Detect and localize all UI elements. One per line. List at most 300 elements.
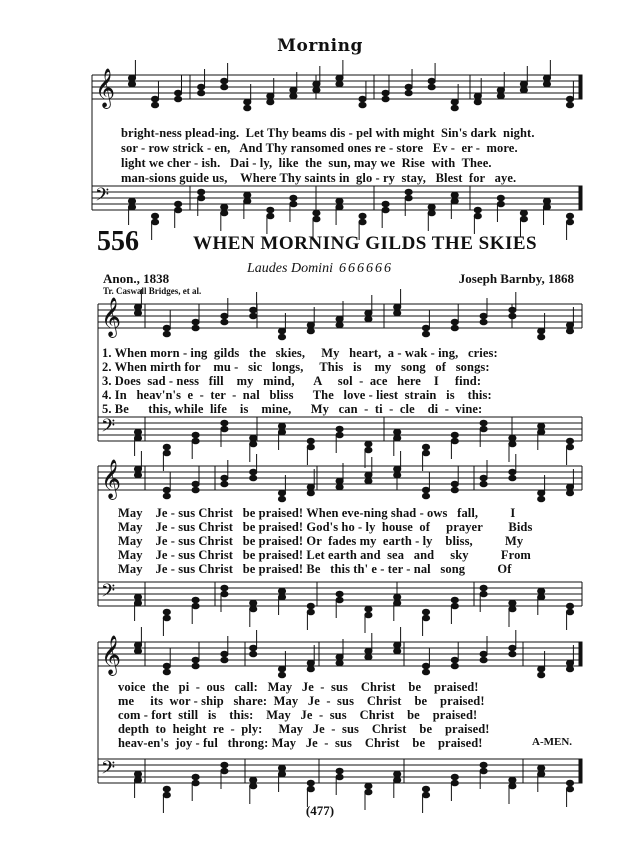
note-head [250,783,257,789]
note-head [221,768,228,774]
note-head [192,780,199,786]
note-head [307,660,314,666]
note-head [566,322,573,328]
note-head [566,102,573,108]
note-head [382,207,389,213]
hymn-title: WHEN MORNING GILDS THE SKIES [193,233,538,254]
note-head [250,435,257,441]
note-head [221,420,228,426]
note-head [221,84,228,90]
note-head [192,481,199,487]
lyric-line: voice the pi - ous call: May Je - sus Christ be praised! [118,680,479,694]
final-barline [579,75,582,99]
note-head [134,777,141,783]
note-head [250,600,257,606]
note-head [543,198,550,204]
note-head [538,672,545,678]
note-head [365,472,372,478]
note-head [290,201,297,207]
note-head [480,426,487,432]
note-head [134,310,141,316]
note-head [163,615,170,621]
note-head [192,438,199,444]
note-head [278,328,285,334]
note-head [480,313,487,319]
note-head [290,87,297,93]
note-head [250,469,257,475]
treble-clef-icon: 𝄞 [101,459,122,499]
note-head [221,475,228,481]
note-head [307,444,314,450]
note-head [405,189,412,195]
note-head [451,438,458,444]
lyric-line: 3. Does sad - ness fill my mind, A sol - ace here I find: [102,374,482,388]
treble-clef-icon: 𝄞 [101,635,122,675]
note-head [566,438,573,444]
note-head [336,484,343,490]
note-head [451,432,458,438]
note-head [175,207,182,213]
translator: Tr. Caswall Bridges, et al. [103,286,202,296]
note-head [278,429,285,435]
note-head [566,660,573,666]
note-head [221,319,228,325]
note-head [422,325,429,331]
note-head [359,219,366,225]
note-head [538,423,545,429]
lyric-line: 5. Be this, while life is mine, My can - ti - cle di - vine: [102,402,483,416]
note-head [480,651,487,657]
note-head [336,316,343,322]
note-head [422,487,429,493]
note-head [307,484,314,490]
note-head [566,96,573,102]
note-head [538,594,545,600]
lyric-line: 1. When morn - ing gilds the skies, My heart, a - wak - ing, cries: [102,346,498,360]
note-head [151,219,158,225]
note-head [451,597,458,603]
note-head [394,648,401,654]
note-head [175,201,182,207]
note-head [198,189,205,195]
note-head [497,201,504,207]
note-head [278,666,285,672]
note-head [267,213,274,219]
note-head [307,438,314,444]
note-head [359,102,366,108]
note-head [134,466,141,472]
note-head [221,651,228,657]
note-head [365,478,372,484]
note-head [221,426,228,432]
note-head [509,475,516,481]
note-head [538,765,545,771]
note-head [394,600,401,606]
amen: A-MEN. [532,736,573,748]
note-head [192,663,199,669]
note-head [451,603,458,609]
note-head [134,594,141,600]
note-head [336,660,343,666]
note-head [566,780,573,786]
note-head [192,432,199,438]
note-head [175,96,182,102]
note-head [221,591,228,597]
note-head [151,102,158,108]
note-head [307,666,314,672]
note-head [422,792,429,798]
note-head [394,429,401,435]
note-head [192,487,199,493]
note-head [128,75,135,81]
note-head [365,612,372,618]
note-head [163,786,170,792]
note-head [382,96,389,102]
note-head [566,490,573,496]
note-head [480,591,487,597]
note-head [480,481,487,487]
note-head [336,432,343,438]
note-head [566,328,573,334]
note-head [566,609,573,615]
note-head [128,198,135,204]
note-head [451,481,458,487]
note-head [163,450,170,456]
note-head [451,105,458,111]
note-head [221,78,228,84]
note-head [175,90,182,96]
note-head [509,783,516,789]
note-head [290,195,297,201]
note-head [134,648,141,654]
note-head [336,75,343,81]
lyric-line: sor - row strick - en, And Thy ransomed ones re - store Ev - er - more. [121,141,518,155]
note-head [198,90,205,96]
note-head [451,780,458,786]
note-head [428,78,435,84]
note-head [134,600,141,606]
lyric-line: man-sions guide us, Where Thy saints in glo - ry stay, Blest for aye. [121,171,517,185]
note-head [451,657,458,663]
tune-name: Laudes Domini [247,261,333,276]
note-head [250,441,257,447]
page-number: (477) [305,803,335,818]
note-head [192,603,199,609]
note-head [134,642,141,648]
note-head [278,490,285,496]
treble-clef-icon: 𝄞 [95,68,116,108]
note-head [394,472,401,478]
note-head [134,472,141,478]
note-head [543,204,550,210]
note-head [163,487,170,493]
note-head [520,210,527,216]
note-head [278,588,285,594]
lyric-line: com - fort still is this: May Je - sus Christ be praised! [118,708,478,722]
note-head [134,429,141,435]
note-head [451,99,458,105]
note-head [336,774,343,780]
note-head [128,204,135,210]
note-head [566,786,573,792]
composer: Joseph Barnby, 1868 [458,271,574,286]
lyric-line: May Je - sus Christ be praised! Let earth and sea and sky From [118,548,531,562]
bass-clef-icon: 𝄢 [95,185,110,210]
note-head [566,219,573,225]
note-head [336,81,343,87]
note-head [365,606,372,612]
bass-clef-icon: 𝄢 [101,581,116,606]
note-head [313,216,320,222]
note-head [509,435,516,441]
note-head [509,313,516,319]
note-head [278,672,285,678]
note-head [451,487,458,493]
note-head [192,325,199,331]
note-head [394,771,401,777]
note-head [163,444,170,450]
note-head [509,645,516,651]
note-head [422,669,429,675]
note-head [428,84,435,90]
lyric-line: May Je - sus Christ be praised! Be this th' e - ter - nal song Of [118,562,512,576]
note-head [509,777,516,783]
note-head [163,792,170,798]
note-head [382,90,389,96]
note-head [163,331,170,337]
note-head [267,99,274,105]
note-head [192,597,199,603]
note-head [336,322,343,328]
note-head [422,331,429,337]
note-head [365,316,372,322]
note-head [221,585,228,591]
note-head [192,774,199,780]
final-barline [579,186,582,210]
note-head [480,585,487,591]
note-head [566,666,573,672]
note-head [336,654,343,660]
note-head [520,81,527,87]
lyric-line: depth to height re - ply: May Je - sus Christ be praised! [118,722,490,736]
lyric-line: me its wor - ship share: May Je - sus Christ be praised! [118,694,485,708]
note-head [365,648,372,654]
note-head [336,198,343,204]
note-head [422,786,429,792]
final-barline [579,759,582,783]
note-head [198,84,205,90]
note-head [192,319,199,325]
note-head [336,204,343,210]
note-head [520,216,527,222]
note-head [250,777,257,783]
note-head [151,96,158,102]
note-head [509,469,516,475]
note-head [538,490,545,496]
lyric-line: May Je - sus Christ be praised! Or fades my earth - ly bliss, My [118,534,524,548]
note-head [394,310,401,316]
lyric-line: bright-ness plead-ing. Let Thy beams dis - pel with might Sin's dark night. [121,126,535,140]
note-head [313,87,320,93]
note-head [365,789,372,795]
note-head [509,441,516,447]
note-head [163,669,170,675]
note-head [451,319,458,325]
note-head [509,651,516,657]
final-barline [579,642,582,666]
note-head [520,87,527,93]
note-head [394,594,401,600]
note-head [422,450,429,456]
note-head [278,423,285,429]
note-head [221,481,228,487]
note-head [543,81,550,87]
note-head [336,597,343,603]
note-head [428,210,435,216]
note-head [244,99,251,105]
note-head [566,213,573,219]
note-head [278,496,285,502]
note-head [163,663,170,669]
note-head [336,478,343,484]
note-head [134,771,141,777]
note-head [451,192,458,198]
note-head [250,645,257,651]
treble-clef-icon: 𝄞 [101,297,122,337]
note-head [336,768,343,774]
note-head [451,325,458,331]
meter: 666666 [338,261,393,276]
note-head [474,207,481,213]
note-head [359,96,366,102]
bass-clef-icon: 𝄢 [101,758,116,783]
note-head [538,429,545,435]
note-head [278,334,285,340]
note-head [336,426,343,432]
note-head [250,475,257,481]
note-head [394,435,401,441]
note-head [221,204,228,210]
note-head [307,780,314,786]
note-head [365,441,372,447]
note-head [250,651,257,657]
note-head [538,771,545,777]
note-head [307,490,314,496]
note-head [151,213,158,219]
note-head [382,201,389,207]
note-head [480,420,487,426]
note-head [543,75,550,81]
note-head [163,609,170,615]
note-head [192,657,199,663]
note-head [394,466,401,472]
note-head [566,444,573,450]
note-head [221,762,228,768]
note-head [221,657,228,663]
note-head [244,192,251,198]
note-head [405,195,412,201]
note-head [474,213,481,219]
note-head [451,198,458,204]
note-head [278,765,285,771]
note-head [307,786,314,792]
note-head [394,304,401,310]
note-head [250,606,257,612]
note-head [509,606,516,612]
note-head [509,307,516,313]
note-head [221,210,228,216]
note-head [422,444,429,450]
lyric-line: May Je - sus Christ be praised! When eve-ning shad - ows fall, I [118,506,516,520]
note-head [365,654,372,660]
note-head [134,435,141,441]
note-head [480,319,487,325]
note-head [198,195,205,201]
note-head [365,310,372,316]
note-head [128,81,135,87]
note-head [278,594,285,600]
note-head [405,84,412,90]
note-head [480,768,487,774]
note-head [365,783,372,789]
note-head [422,663,429,669]
note-head [250,313,257,319]
note-head [134,304,141,310]
note-head [509,600,516,606]
note-head [497,87,504,93]
running-head: Morning [277,36,363,56]
note-head [394,777,401,783]
note-head [480,762,487,768]
note-head [451,663,458,669]
note-head [267,93,274,99]
lyric-line: light we cher - ish. Dai - ly, like the sun, may we Rise with Thee. [121,156,492,170]
note-head [566,484,573,490]
note-head [278,771,285,777]
note-head [480,657,487,663]
note-head [428,204,435,210]
note-head [422,609,429,615]
hymn-number: 556 [97,226,139,257]
note-head [405,90,412,96]
note-head [313,210,320,216]
note-head [474,99,481,105]
note-head [566,603,573,609]
lyric-line: May Je - sus Christ be praised! God's ho - ly house of prayer Bids [118,520,533,534]
lyric-line: heav-en's joy - ful throng: May Je - sus Christ be praised! [118,736,483,750]
note-head [267,207,274,213]
note-head [163,493,170,499]
note-head [307,328,314,334]
note-head [480,475,487,481]
note-head [336,591,343,597]
note-head [359,213,366,219]
note-head [538,666,545,672]
note-head [538,334,545,340]
note-head [307,603,314,609]
note-head [163,325,170,331]
note-head [474,93,481,99]
note-head [422,615,429,621]
bass-clef-icon: 𝄢 [101,416,116,441]
note-head [451,774,458,780]
note-head [365,447,372,453]
note-head [538,588,545,594]
note-head [497,195,504,201]
note-head [307,609,314,615]
note-head [394,642,401,648]
note-head [538,328,545,334]
